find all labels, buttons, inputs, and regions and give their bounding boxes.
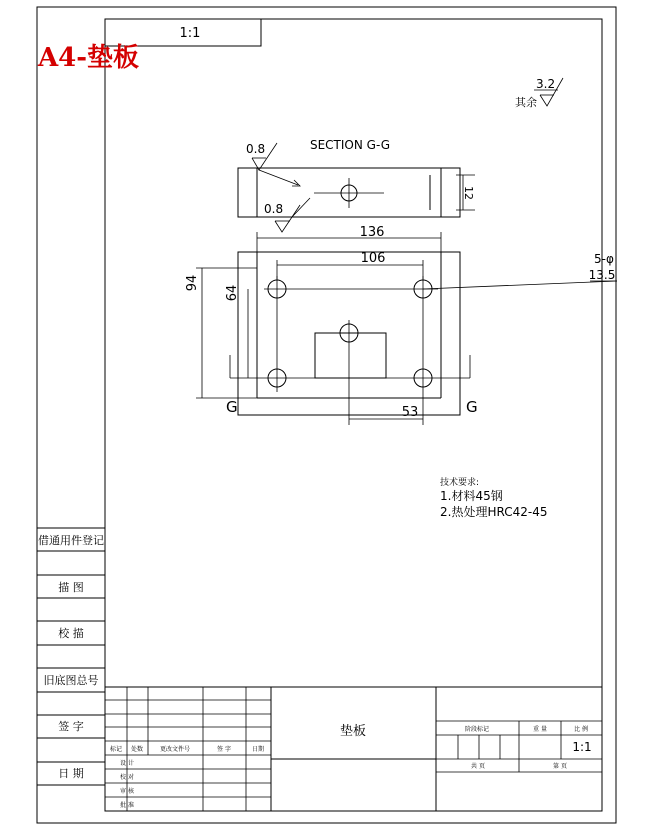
notes-heading: 技术要求: <box>440 478 480 488</box>
dim-136: 136 <box>359 225 385 240</box>
dim-106: 106 <box>360 251 386 266</box>
side-label-0: 借通用件登记 <box>38 534 104 547</box>
scale-value: 1:1 <box>572 740 592 754</box>
side-registration-column <box>37 528 105 785</box>
part-name: 垫板 <box>339 724 367 739</box>
rev-header-4: 日期 <box>251 746 265 753</box>
side-label-1: 描 图 <box>58 581 84 594</box>
sheet-total: 共 页 <box>471 763 485 770</box>
dim-53: 53 <box>401 405 419 420</box>
scale-box-text: 1:1 <box>179 26 201 41</box>
rev-header-2: 更改文件号 <box>159 746 191 753</box>
dim-94: 94 <box>185 274 200 292</box>
sheet-stamp: A4-垫板 <box>38 43 140 73</box>
sign-row-1: 校 对 <box>120 774 134 781</box>
title-block <box>105 687 602 811</box>
side-label-2: 校 描 <box>58 627 84 640</box>
sign-row-2: 审 核 <box>120 788 134 795</box>
plan-view <box>185 225 617 425</box>
weight-label: 重 量 <box>533 726 547 733</box>
sign-row-3: 批 准 <box>120 802 134 809</box>
rev-header-1: 处数 <box>130 746 144 753</box>
hole-diameter: 13.5 <box>588 268 616 282</box>
roughness-symbol-general <box>515 77 563 109</box>
roughness-label: 其余 <box>515 96 537 109</box>
roughness-value: 3.2 <box>536 77 556 91</box>
hole-count: 5-φ <box>594 252 614 266</box>
sheet-number: 第 页 <box>553 763 567 770</box>
dim-64: 64 <box>225 284 240 302</box>
section-view <box>238 142 475 232</box>
technical-notes <box>440 476 547 519</box>
dim-thickness: 12 <box>462 186 475 200</box>
cut-label-right: G <box>466 398 478 416</box>
notes-line-1: 1.材料45钢 <box>440 489 503 503</box>
side-label-4: 签 字 <box>58 720 84 733</box>
sign-row-0: 设 计 <box>120 760 134 767</box>
scale-label: 比 例 <box>574 726 588 733</box>
stage-label: 阶段标记 <box>464 726 490 733</box>
rev-header-0: 标记 <box>109 746 123 753</box>
section-title: SECTION G-G <box>309 138 391 152</box>
roughness-bottom: 0.8 <box>264 202 284 216</box>
roughness-top: 0.8 <box>246 142 266 156</box>
rev-header-3: 签 字 <box>217 746 231 753</box>
side-label-5: 日 期 <box>58 767 84 780</box>
side-label-3: 旧底图总号 <box>43 674 99 687</box>
cut-label-left: G <box>226 398 238 416</box>
notes-line-2: 2.热处理HRC42-45 <box>440 505 548 519</box>
